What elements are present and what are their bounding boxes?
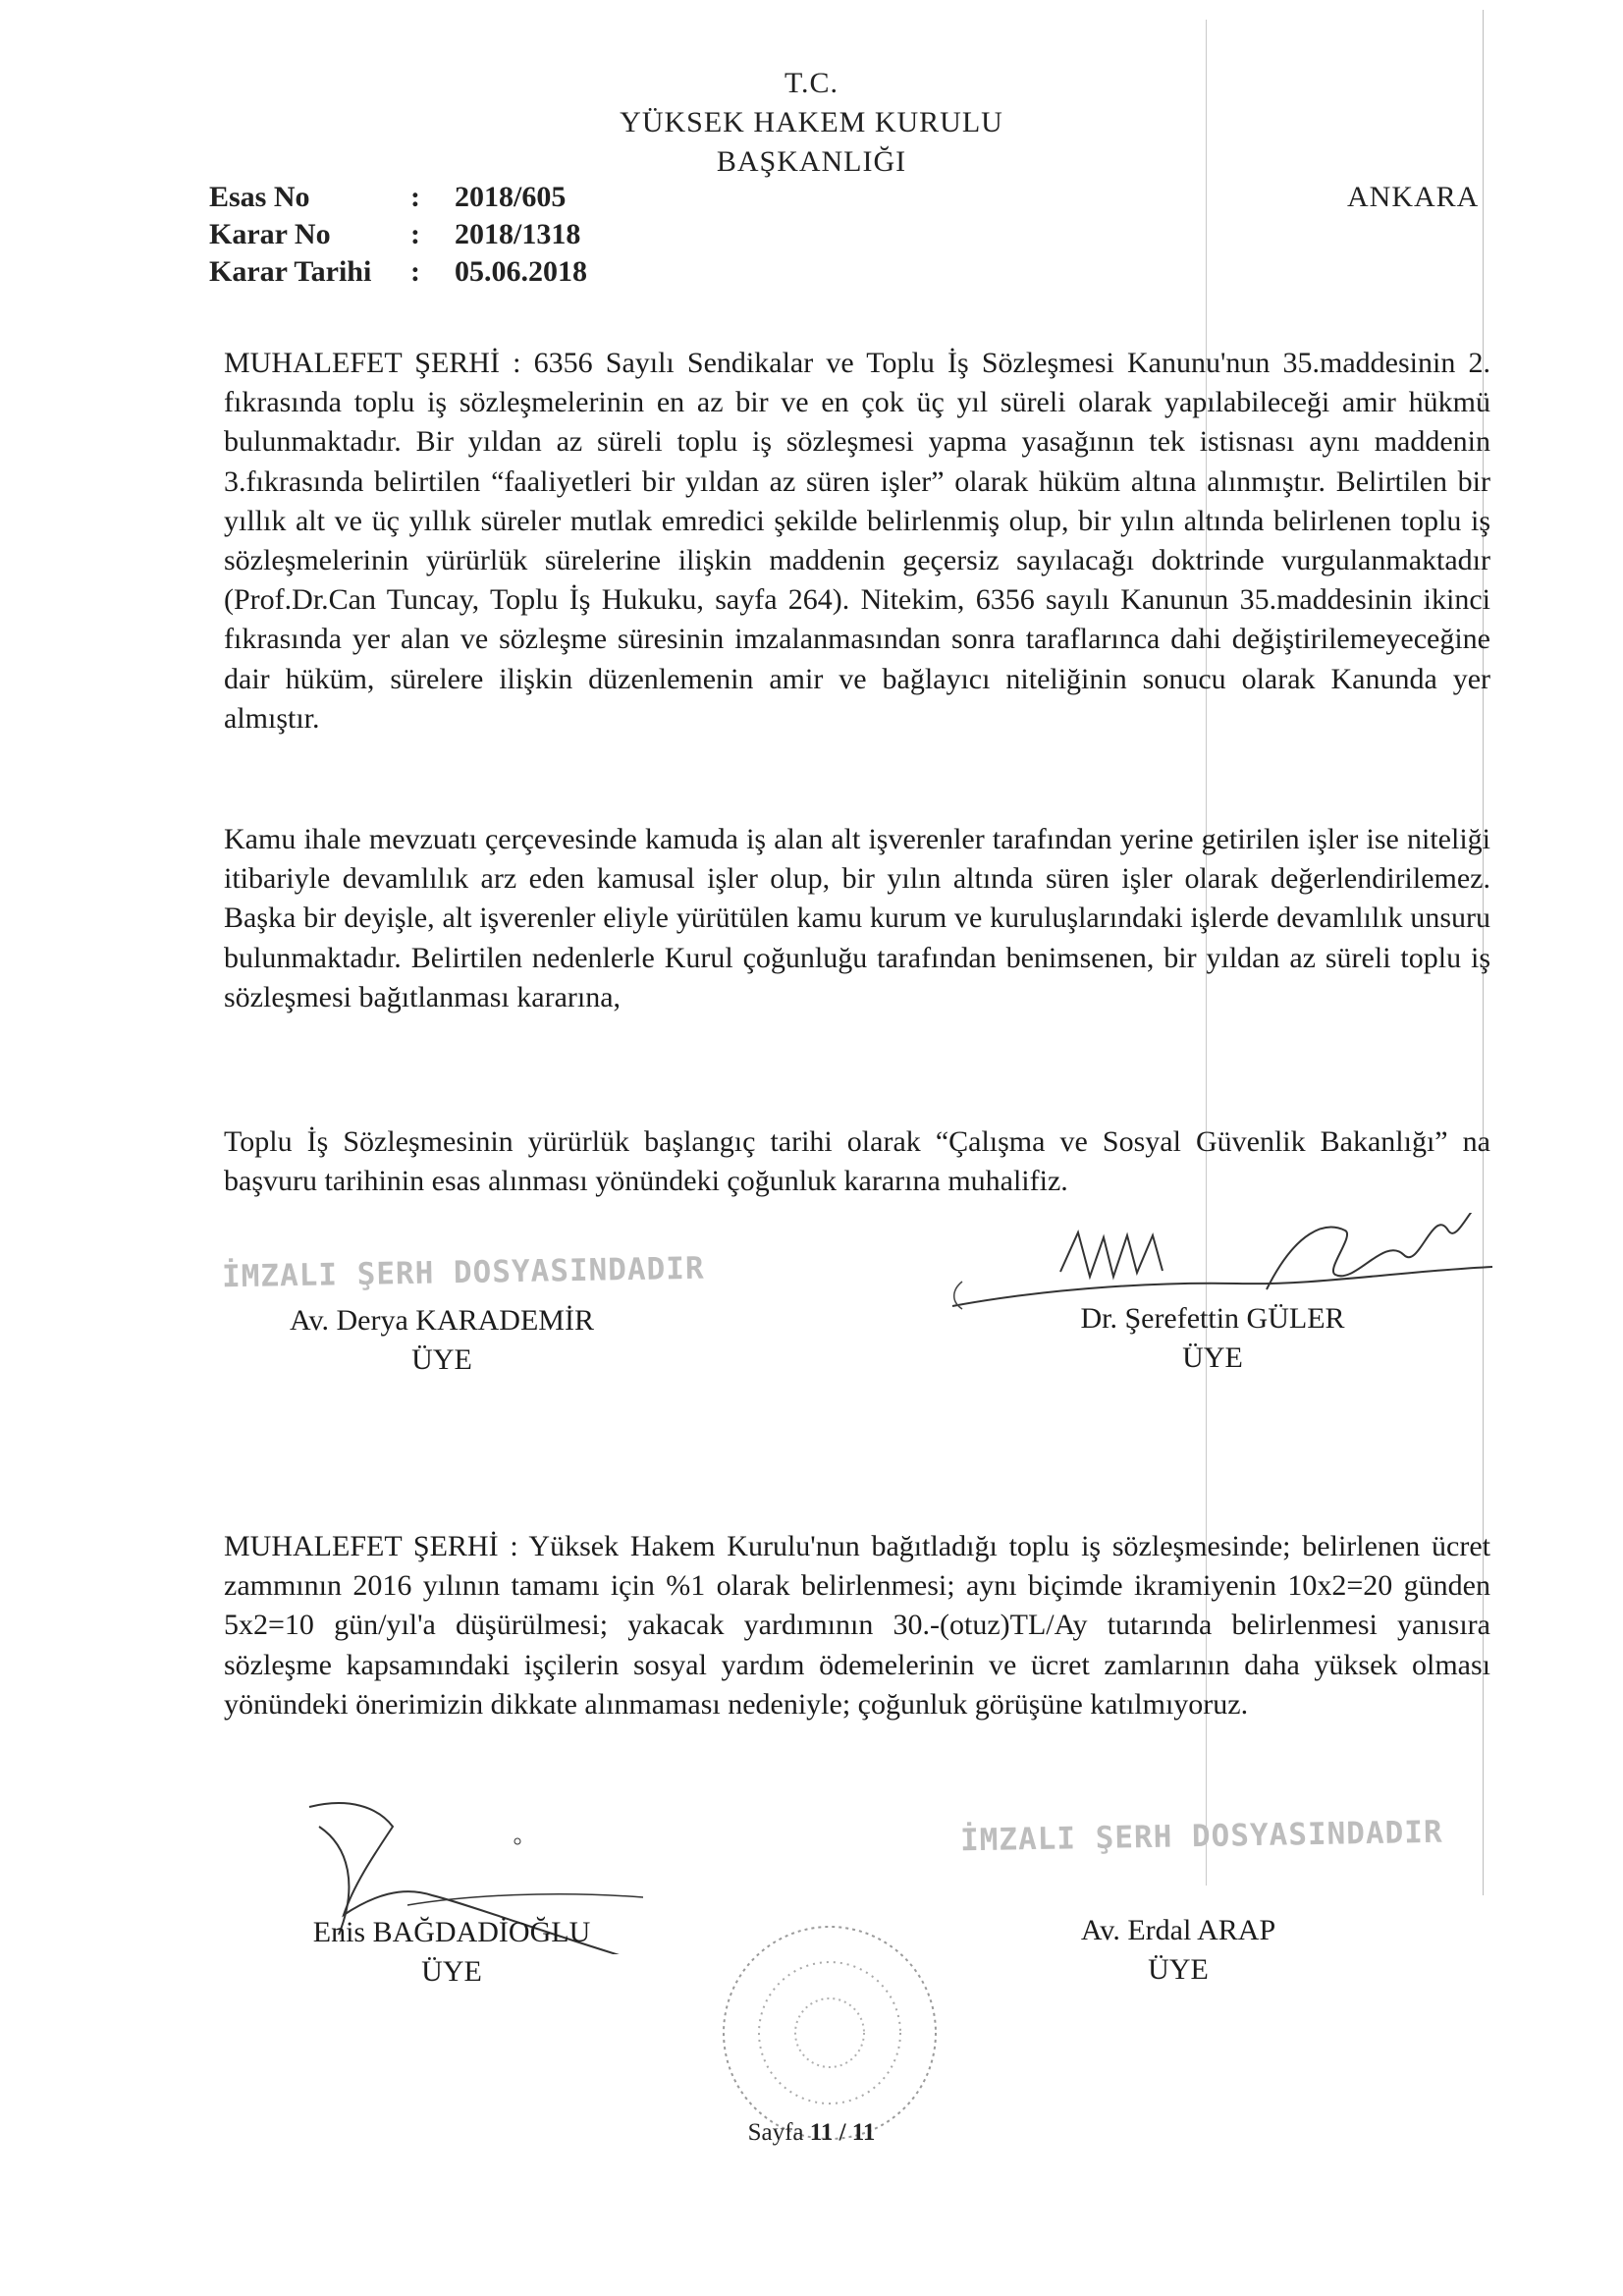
signatory-name: Dr. Şerefettin GÜLER — [1080, 1302, 1345, 1335]
opinion1-paragraph2: Kamu ihale mevzuatı çerçevesinde kamuda iş alan alt işverenler tarafından yerine getirilen işler ise niteliği itibariyle devamlılık arz eden kamusal işler olup, bir yılın altında süren işler olarak değerlendirilemez. Başka bir deyişle, alt işverenler eliyle yürütülen kamu kurum ve kuruluşlarındaki işlerde devamlılık unsuru bulunmaktadır. Belirtilen nedenlerle Kurul çoğunluğu tarafından benimsenen, bir yıldan az süreli toplu iş sözleşmesi bağıtlanması kararına, — [224, 823, 1490, 1013]
meta-row-tarih: Karar Tarihi : 05.06.2018 — [209, 255, 587, 288]
signatory-role: ÜYE — [411, 1343, 472, 1376]
official-seal — [717, 1920, 943, 2146]
page-value: 11 / 11 — [809, 2119, 876, 2146]
signatory-right — [1016, 1911, 1340, 1990]
opinion1-paragraph3: Toplu İş Sözleşmesinin yürürlük başlangıç tarihi olarak “Çalışma ve Sosyal Güvenlik Bakanlığı” na başvuru tarihinin esas alınması yönündeki çoğunluk kararına muhalifiz. — [224, 1125, 1490, 1198]
meta-value: 2018/1318 — [455, 218, 581, 250]
signatory-left — [236, 1301, 648, 1380]
meta-label: Karar No — [209, 218, 331, 250]
header-institution: YÜKSEK HAKEM KURULU — [620, 106, 1003, 138]
signatory-role: ÜYE — [1182, 1341, 1243, 1374]
page-prefix: Sayfa — [747, 2119, 810, 2146]
signatory-role: ÜYE — [421, 1955, 482, 1988]
signatory-role: ÜYE — [1148, 1953, 1209, 1986]
city: ANKARA — [1347, 181, 1480, 213]
signed-in-file-stamp: İMZALI ŞERH DOSYASINDADIR — [959, 1814, 1443, 1859]
opinion1-paragraph1: MUHALEFET ŞERHİ : 6356 Sayılı Sendikalar ve Toplu İş Sözleşmesi Kanunu'nun 35.maddesinin 2. fıkrasında toplu iş sözleşmelerinin en az bir ve en çok üç yıl süreli olarak yapılabileceği amir hükmü bulunmaktadır. Bir yıldan az süreli toplu iş sözleşmesi yapma yasağının tek istisnası aynı maddenin 3.fıkrasında belirtilen “faaliyetleri bir yıldan az süren işler” olarak hüküm altına alınmıştır. Belirtilen bir yıllık alt ve üç yıllık süreler mutlak emredici şekilde belirlenmiş olup, bir yılın altında belirlenen toplu iş sözleşmelerinin yürürlük sürelerine ilişkin maddenin geçersiz sayılacağı doktrinde vurgulanmaktadır (Prof.Dr.Can Tuncay, Toplu İş Hukuku, sayfa 264). Nitekim, 6356 sayılı Kanunun 35.maddesinin ikinci fıkrasında yer alan ve sözleşme süresinin imzalanmasından sonra taraflarınca dahi değiştirilemeyeceğine dair hüküm, sürelere ilişkin düzenlemenin amir ve bağlayıcı niteliğinin sonucu olarak Kanunda yer almıştır. — [224, 347, 1490, 735]
meta-row-esas: Esas No : 2018/605 — [209, 181, 567, 213]
signatory-name: Av. Erdal ARAP — [1080, 1914, 1276, 1946]
meta-value: 2018/605 — [455, 181, 567, 213]
meta-value: 05.06.2018 — [455, 255, 587, 288]
header-presidency: BAŞKANLIĞI — [716, 145, 907, 178]
signatory-name: Av. Derya KARADEMİR — [290, 1304, 594, 1337]
signatory-left — [250, 1913, 653, 1992]
meta-label: Esas No — [209, 181, 310, 213]
header-tc: T.C. — [784, 67, 839, 99]
signed-in-file-stamp: İMZALI ŞERH DOSYASINDADIR — [221, 1250, 705, 1295]
meta-row-karar: Karar No : 2018/1318 — [209, 218, 581, 250]
meta-label: Karar Tarihi — [209, 255, 372, 288]
page-number — [0, 2119, 1623, 2147]
case-metadata — [209, 181, 587, 293]
signatory-name: Enis BAĞDADİOĞLU — [312, 1916, 591, 1948]
opinion2-paragraph1: MUHALEFET ŞERHİ : Yüksek Hakem Kurulu'nun bağıtladığı toplu iş sözleşmesinde; belirlenen ücret zammının 2016 yılının tamamı için %1 olarak belirlenmesi; aynı biçimde ikramiyenin 10x2=20 günden 5x2=10 gün/yıl'a düşürülmesi; yakacak yardımının 30.-(otuz)TL/Ay tutarında belirlenmesi yanısıra sözleşme kapsamındaki işçilerin sosyal yardım ödemelerinin ve ücret zamlarının daha yüksek olması yönündeki önerimizin dikkate alınmaması nedeniyle; çoğunluk görüşüne katılmıyoruz. — [224, 1530, 1490, 1721]
signatory-right — [1031, 1299, 1394, 1378]
